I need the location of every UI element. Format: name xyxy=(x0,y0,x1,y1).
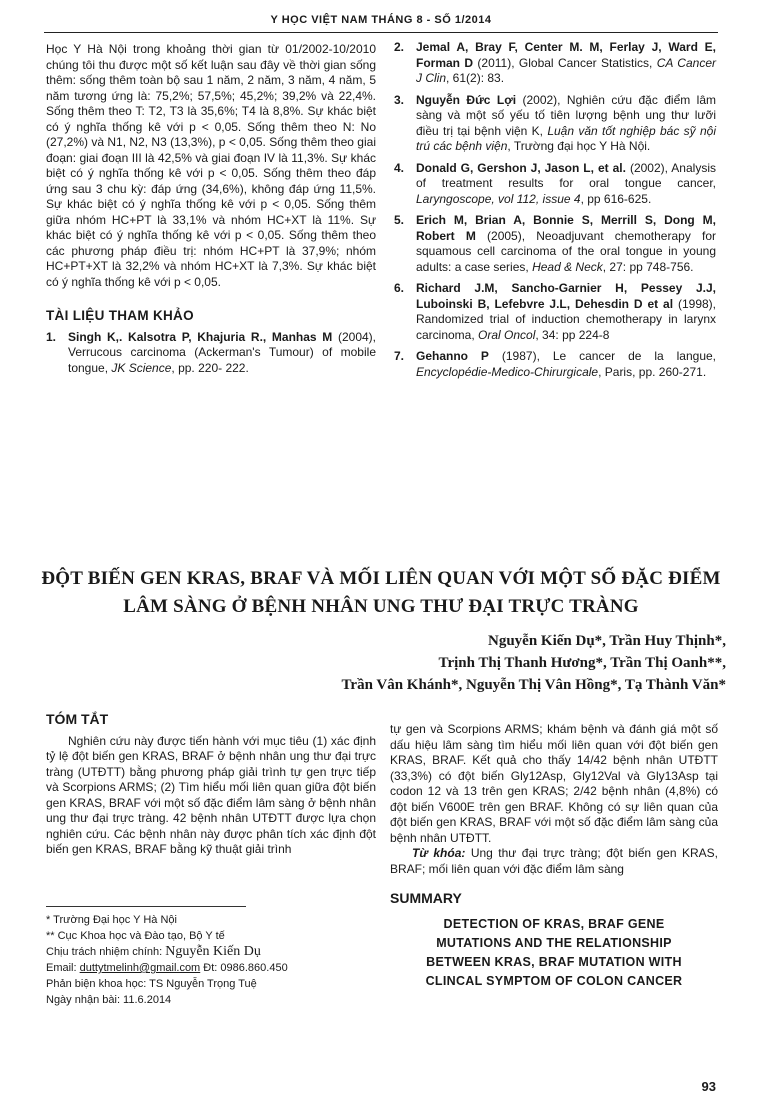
english-title xyxy=(390,915,718,991)
reference-tail: , Trường đại học Y Hà Nội. xyxy=(507,139,651,153)
abstract-text-continued: tự gen và Scorpions ARMS; khám bệnh và đánh giá một số dấu hiệu lâm sàng tìm hiểu mối liên quan với đột biến gen KRAS, BRAF. Kết quả cho thấy 14/42 bệnh nhân UTĐTT (33,3%) có đột biến Gly12Asp, Gly12Val và Gly13Asp tại codon 12 và 13 trên gen KRAS; 2/42 bệnh nhân (4,8%) có đột biến V600E trên gen BRAF. Không có sự liên quan của đột biến gen KRAS, BRAF với một số đặc điểm lâm sàng của bệnh nhân UTĐTT. xyxy=(390,722,718,845)
reference-text: (2004), Verrucous carcinoma (Ackerman's Tumour) of mobile tongue, xyxy=(68,329,377,375)
reference-source: Head & Neck xyxy=(532,259,603,274)
reference-tail: , pp 616-625. xyxy=(580,191,652,206)
reference-authors: Richard J.M, Sancho-Garnier H, Pessey J.J, Luboinski B, Lefebvre J.L, Dehesdin D et al xyxy=(416,281,716,311)
reference-tail: , 27: pp 748-756. xyxy=(602,259,694,274)
phone: Đt: 0986.860.450 xyxy=(200,962,288,974)
reference-source: CA Cancer J Clin xyxy=(416,55,716,85)
reference-item xyxy=(394,281,716,343)
reference-item xyxy=(394,161,716,208)
reviewer: Phản biện khoa học: TS Nguyễn Trọng Tuệ xyxy=(46,978,257,990)
corresponding-author xyxy=(46,944,376,960)
contact-line xyxy=(46,960,376,976)
summary-heading: SUMMARY xyxy=(390,890,462,906)
reference-source: JK Science xyxy=(111,360,172,375)
abstract-text: Nghiên cứu này được tiến hành với mục tiêu (1) xác định tỷ lệ đột biến gen KRAS, BRAF ở bệnh nhân ung thư đại trực tràng (UTĐTT) bằng phương pháp giải trình tự gen trực tiếp và Scorpions ARMS; (2) Tìm hiểu mối liên quan giữa đột biến gen KRAS, BRAF với một số đặc điểm lâm sàng ở bệnh nhân ung thư đại trực tràng. 42 bệnh nhân UTĐTT được lựa chọn nghiên cứu. Các bệnh nhân này được phân tích xác định đột biến gen KRAS, BRAF bằng kỹ thuật giải trình xyxy=(46,733,376,856)
reference-source: Laryngoscope, vol 112, issue 4 xyxy=(416,191,581,206)
reference-text: (1987), Le cancer de la langue, xyxy=(488,349,717,363)
reference-text: (2002), Analysis of treatment results for oral tongue cancer, xyxy=(416,160,716,190)
english-title-line: DETECTION OF KRAS, BRAF GENE xyxy=(443,916,665,931)
reference-tail: , Paris, pp. 260-271. xyxy=(598,364,707,379)
reference-item xyxy=(394,213,716,275)
reference-item xyxy=(394,93,716,155)
corresponding-label: Chịu trách nhiệm chính: xyxy=(46,946,166,958)
abstract-right-column xyxy=(390,722,718,991)
page-number: 93 xyxy=(701,1079,716,1094)
header-rule xyxy=(44,32,718,33)
reference-authors: Singh K,. Kalsotra P, Khajuria R., Manhas M xyxy=(68,329,333,344)
received-date: Ngày nhận bài: 11.6.2014 xyxy=(46,994,172,1006)
article-title-line: LÂM SÀNG Ở BỆNH NHÂN UNG THƯ ĐẠI TRỰC TRÀNG xyxy=(123,596,639,617)
reference-authors: Jemal A, Bray F, Center M. M, Ferlay J, Ward E, Forman D xyxy=(416,40,716,70)
reference-text: (2011), Global Cancer Statistics, xyxy=(473,55,657,70)
english-title-line: CLINCAL SYMPTOM OF COLON CANCER xyxy=(425,973,683,988)
reference-source: Encyclopédie-Medico-Chirurgicale xyxy=(416,364,599,379)
reference-text: (2005), Neoadjuvant chemotherapy for squamous cell carcinoma of the oral tongue in young adults: a case series, xyxy=(416,228,716,274)
reference-authors: Erich M, Brian A, Bonnie S, Merrill S, Dong M, Robert M xyxy=(416,213,716,243)
authors-line: Trần Vân Khánh*, Nguyễn Thị Vân Hồng*, Tạ Thành Văn* xyxy=(341,677,726,693)
reference-number: 4. xyxy=(394,160,405,175)
reference-number: 5. xyxy=(394,213,405,227)
reference-item xyxy=(394,349,716,380)
reference-item xyxy=(394,40,716,87)
reference-source: Oral Oncol xyxy=(478,327,536,342)
authors-line: Nguyễn Kiến Dụ*, Trần Huy Thịnh*, xyxy=(488,633,726,649)
article-authors xyxy=(166,630,726,696)
reference-source: Luận văn tốt nghiệp bác sỹ nội trú các bệnh viện xyxy=(416,123,716,153)
footnote-rule xyxy=(46,906,246,907)
keywords-text: Ung thư đại trực tràng; đột biến gen KRAS, BRAF; mối liên quan với đặc điểm lâm sàng xyxy=(390,846,718,876)
reference-tail: , 61(2): 83. xyxy=(446,71,505,85)
reference-number: 2. xyxy=(394,40,405,54)
article-title-line: ĐỘT BIẾN GEN KRAS, BRAF VÀ MỐI LIÊN QUAN VỚI MỘT SỐ ĐẶC ĐIỂM xyxy=(41,568,721,589)
reference-number: 1. xyxy=(46,329,57,344)
reference-authors: Donald G, Gershon J, Jason L, et al. xyxy=(416,160,626,175)
reference-text: (1998), Randomized trial of induction chemotherapy in larynx carcinoma, xyxy=(416,296,716,342)
keywords xyxy=(390,846,718,877)
email-link[interactable]: duttytmelinh@gmail.com xyxy=(79,962,201,974)
authors-line: Trịnh Thị Thanh Hương*, Trần Thị Oanh**, xyxy=(438,655,726,671)
reference-item xyxy=(46,330,376,377)
email-label: Email: xyxy=(46,962,80,974)
english-title-line: MUTATIONS AND THE RELATIONSHIP xyxy=(436,935,672,950)
reference-number: 3. xyxy=(394,92,405,107)
abstract-heading: TÓM TẮT xyxy=(46,711,109,727)
reference-number: 6. xyxy=(394,281,405,295)
reference-tail: , 34: pp 224-8 xyxy=(535,327,610,342)
reference-text: (2002), Nghiên cứu đặc điểm lâm sàng và một số yếu tố tiên lượng bệnh ung thư lưỡi điều trị tại bệnh viện K, xyxy=(416,92,716,138)
reference-authors: Nguyễn Đức Lợi xyxy=(416,92,517,107)
references-column xyxy=(394,40,716,386)
affiliation-1: * Trường Đại học Y Hà Nội xyxy=(46,914,177,926)
abstract-left-column xyxy=(46,712,376,858)
reference-tail: , pp. 220- 222. xyxy=(171,360,249,375)
conclusion-paragraph: Học Y Hà Nội trong khoảng thời gian từ 01/2002-10/2010 chúng tôi thu được một số kết luận sau đây về thời gian sống thêm: sống thêm toàn bộ sau 1 năm, 2 năm, 3 năm, 4 năm, 5 năm tương ứng là: 75,2%; 57,5%; 45,2%; 39,2% và 22,4%. Sống thêm theo T: T2, T3 là 35,6%; T4 là 8,8%. Sự khác biệt có ý nghĩa thống kê với p < 0,05. Sống thêm theo N: No (27,2%) và N1, N2, N3 (13,3%), p < 0,05. Sống thêm theo giai đoạn: giai đoạn III là 42,5% và giai đoạn IV là 11,3%. Sự khác biệt có ý nghĩa thống kê với p < 0,05. Sống thêm theo đáp ứng sau 3 chu kỳ: đáp ứng (34,6%), không đáp ứng 11,5%. Sự khác biệt có ý nghĩa thống kê với p < 0,05. Sống thêm giữa nhóm HC+PT là 33,1% và nhóm HC+XT là 11%. Sự khác biệt có ý nghĩa thống kê với p < 0,05. Sống thêm theo các phương pháp điều trị: nhóm HC+PT là 37,9%; nhóm HC+PT+XT là 32,2% và nhóm HC+XT là 7,3%. Sự khác biệt có ý nghĩa thống kê với p < 0,05. xyxy=(46,42,376,289)
english-title-line: BETWEEN KRAS, BRAF MUTATION WITH xyxy=(426,954,682,969)
reference-authors: Gehanno P xyxy=(416,349,489,363)
corresponding-name: Nguyễn Kiến Dụ xyxy=(165,944,261,959)
left-column-continuation xyxy=(46,42,376,382)
reference-number: 7. xyxy=(394,349,405,363)
article-title xyxy=(30,565,732,621)
references-heading: TÀI LIỆU THAM KHẢO xyxy=(46,308,194,323)
footnotes xyxy=(46,912,376,1008)
affiliation-2: ** Cục Khoa học và Đào tạo, Bộ Y tế xyxy=(46,930,225,942)
keywords-label: Từ khóa: xyxy=(412,846,466,860)
running-header: Y HỌC VIỆT NAM THÁNG 8 - SỐ 1/2014 xyxy=(270,14,492,26)
